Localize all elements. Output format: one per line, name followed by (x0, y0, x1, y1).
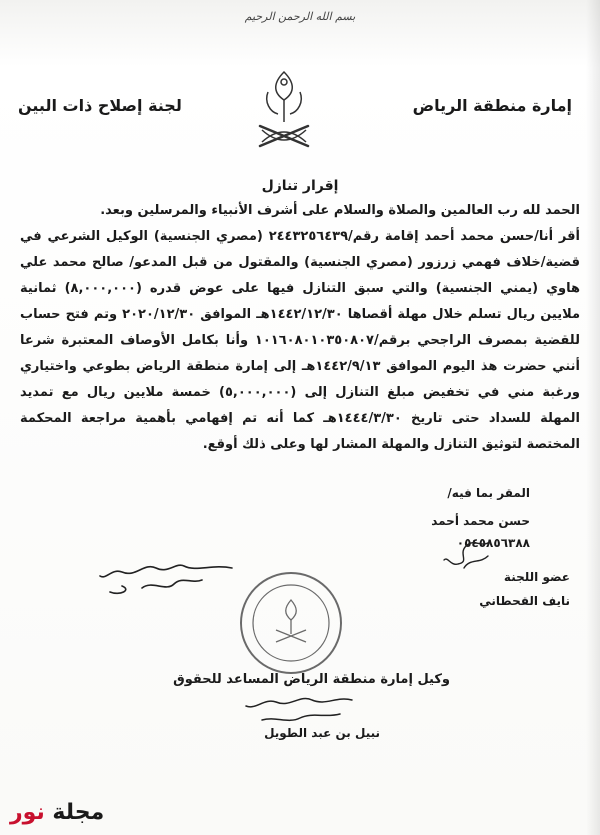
brand-word-dark: مجلة (52, 800, 105, 825)
opening-line: الحمد لله رب العالمين والصلاة والسلام على أشرف الأنبياء والمرسلين وبعد. (100, 203, 580, 218)
signer-label: المقر بما فيه/ (447, 486, 530, 500)
official-stamp-icon (236, 568, 346, 678)
signer-name: حسن محمد أحمد (431, 514, 530, 528)
org-name-left: لجنة إصلاح ذات البين (18, 96, 182, 115)
declaration-paragraph: أقر أنا/حسن محمد أحمد إقامة رقم/٢٤٤٣٢٥٦٤٣٩ (مصري الجنسية) الوكيل الشرعي في قضية/خلاف فهمي زرزور (مصري الجنسية) والمقتول من قبل المدعو/ صالح محمد علي هاوي (يمني الجنسية) والتي سبق التنازل فيها على عوض قدره (٨,٠٠٠,٠٠٠) ثمانية ملايين ريال تسلم خلال مهلة أقصاها ١٤٤٢/١٢/٣٠هـ الموافق ٢٠٢٠/١٢/٣٠ وتم فتح حساب للقضية بمصرف الراجحي برقم/١٠١٦٠٨٠١٠٣٥٠٨٠٧ وأنا بكامل الأوصاف المعتبرة شرعا أنني حضرت هذ اليوم الموافق ١٤٤٢/٩/١٣هـ إلى إمارة منطقة الرياض بطوعي واختياري ورغبة مني في تخفيض مبلغ التنازل إلى (٥,٠٠٠,٠٠٠) خمسة ملايين ريال مع تمديد المهلة للسداد حتى تاريخ ١٤٤٤/٣/٣٠هـ كما أنه تم إفهامي بأهمية مراجعة المحكمة المختصة لتوثيق التنازل والمهلة المشار لها وعلى ذلك أوقع. (20, 229, 581, 452)
deputy-title: وكيل إمارة منطقة الرياض المساعد للحقوق (173, 672, 450, 687)
signer-signature-icon (92, 550, 242, 600)
deputy-name: نبيل بن عبد الطويل (264, 726, 380, 740)
signer-phone: ٠٥٤٥٨٥٦٣٨٨ (456, 536, 530, 550)
document-body (20, 198, 580, 458)
brand-watermark (10, 800, 104, 825)
document-title: إقرار تنازل (261, 178, 339, 194)
committee-member-name: نايف القحطاني (479, 594, 570, 608)
scan-edge-shadow (586, 0, 600, 835)
committee-member-title: عضو اللجنة (503, 570, 570, 584)
deputy-signature-icon (240, 690, 360, 730)
basmala: بسم الله الرحمن الرحيم (244, 10, 356, 23)
org-name-right: إمارة منطقة الرياض (412, 96, 572, 115)
saudi-emblem-icon (244, 62, 324, 162)
member-signature-icon (440, 534, 500, 574)
brand-word-red: نور (10, 800, 45, 825)
